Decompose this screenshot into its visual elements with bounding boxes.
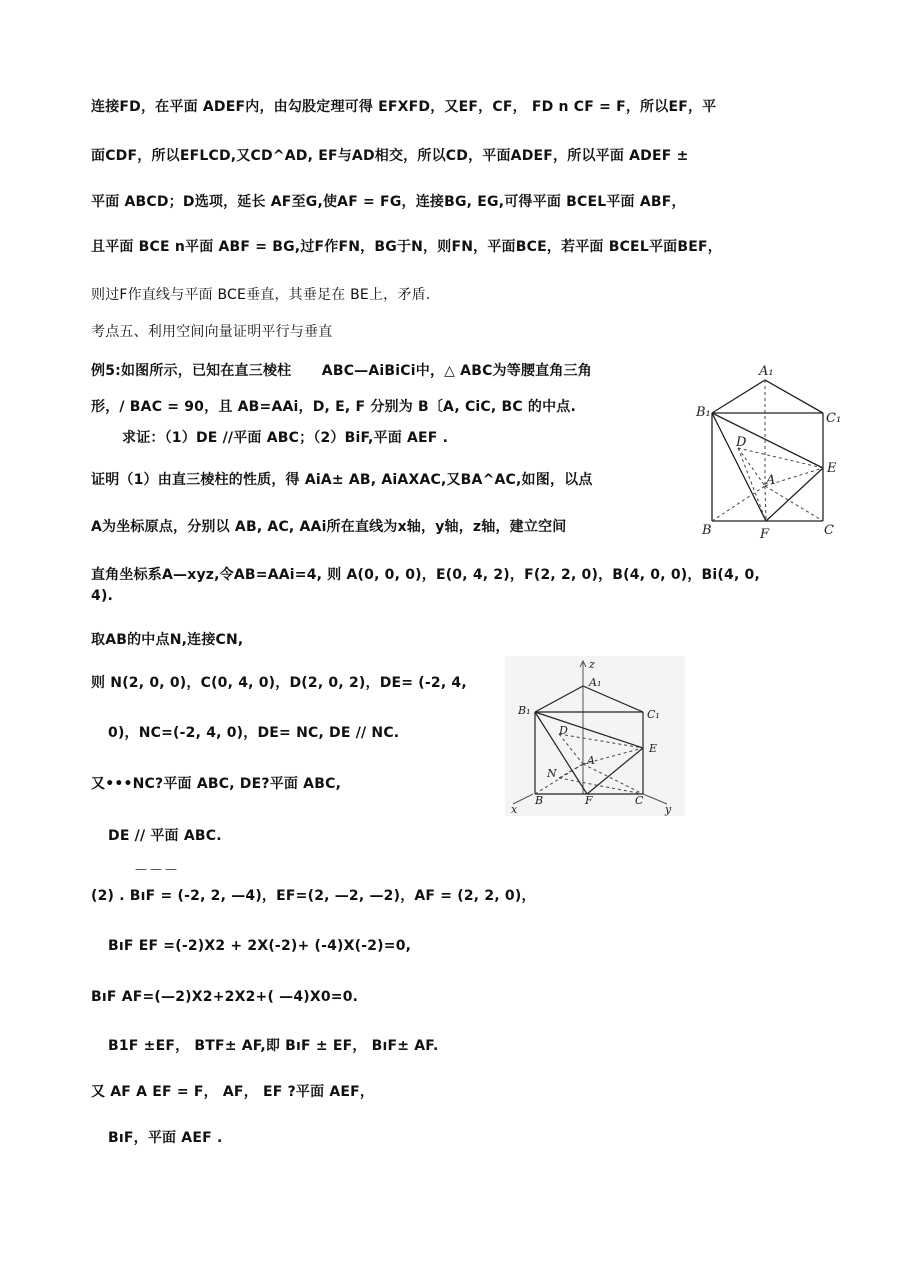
text-line: 又•••NC?平面 ABC, DE?平面 ABC, [91,776,342,792]
label-n: N [547,767,557,780]
hidden-edge [738,448,765,486]
label-b: B [535,794,544,807]
label-b: B [702,523,712,538]
text-line: BıF AF=(—2)X2+2X2+( —4)X0=0. [91,989,359,1005]
label-b1: B₁ [518,704,531,717]
text-line: 形，/ BAC = 90，且 AB=AAi，D, E, F 分别为 B〔A, CiC, BC 的中点. [91,399,577,415]
text-line: B1F ±EF， BTF± AF,即 BıF ± EF， BıF± AF. [108,1038,439,1054]
label-x: x [511,803,518,816]
vector-marks: ——— [135,862,180,876]
label-c: C [824,523,834,538]
text-line: 且平面 BCE n平面 ABF = BG,过F作FN，BG于N，则FN，平面BCE，若平面 BCEL平面BEF， [91,239,722,255]
text-line: 则 N(2, 0, 0)，C(0, 4, 0)，D(2, 0, 2)，DE= (-2, 4, [91,675,467,691]
text-line: 0)，NC=(-2, 4, 0)，DE= NC, DE // NC. [108,725,400,741]
label-c1: C₁ [647,708,660,721]
label-d: D [736,435,747,450]
text-line: 求证：（1）DE //平面 ABC；（2）BiF,平面 AEF . [122,430,449,446]
label-e: E [827,461,837,476]
text-line: 又 AF A EF = F， AF， EF ?平面 AEF， [91,1084,375,1100]
text-line: 证明（1）由直三棱柱的性质，得 AiA± AB, AiAXAC,又BA^AC,如图，以点 [91,472,593,488]
label-a: A [766,473,776,488]
edge [765,380,823,413]
hidden-edge [765,486,823,521]
label-f: F [760,527,770,542]
text-line: BıF，平面 AEF . [108,1130,223,1146]
label-f: F [585,794,593,807]
label-a1: A₁ [589,676,602,689]
label-b1: B₁ [696,405,711,420]
edge [712,413,823,468]
hidden-edge [765,486,766,521]
text-line: (2) . BıF = (-2, 2, —4)，EF=(2, —2, —2)，AF = (2, 2, 0)， [91,888,536,904]
text-line: 连接FD，在平面 ADEF内，由勾股定理可得 EFXFD，又EF，CF， FD n CF = F，所以EF，平 [91,99,717,115]
text-line: BıF EF =(-2)X2 + 2X(-2)+ (-4)X(-2)=0, [108,938,412,954]
text-line: 例5:如图所示，已知在直三棱柱 ABC—AiBiCi中，△ ABC为等腰直角三角 [91,363,592,379]
edge [712,380,765,413]
text-line: 4). [91,588,114,604]
edge [712,413,766,521]
prism-figure [690,358,850,548]
section-heading: 考点五、利用空间向量证明平行与垂直 [91,324,333,340]
hidden-edge [738,448,823,468]
text-line: 取AB的中点N,连接CN, [91,632,244,648]
label-c1: C₁ [826,411,842,426]
text-line: 面CDF，所以EFLCD,又CD^AD, EF与AD相交，所以CD，平面ADEF，所以平面 ADEF ± [91,148,689,164]
label-a1: A₁ [759,364,774,379]
text-line: DE // 平面 ABC. [108,828,222,844]
label-z: z [589,658,595,671]
label-c: C [635,794,644,807]
hidden-edge [738,448,766,521]
label-e: E [649,742,658,755]
text-line: A为坐标原点，分别以 AB, AC, AAi所在直线为x轴，y轴，z轴，建立空间 [91,519,567,535]
label-d: D [559,724,568,737]
text-line: 则过F作直线与平面 BCE垂直，其垂足在 BE上，矛盾. [91,287,431,303]
text-line: 直角坐标系A—xyz,令AB=AAi=4, 则 A(0, 0, 0)，E(0, 4, 2)，F(2, 2, 0)，B(4, 0, 0)，Bi(4, 0, [91,567,761,583]
coordinate-prism-figure [505,656,685,816]
label-a: A [587,754,595,767]
text-line: 平面 ABCD；D选项，延长 AF至G,使AF = FG，连接BG, EG,可得平面 BCEL平面 ABF， [91,194,686,210]
label-y: y [665,803,672,816]
